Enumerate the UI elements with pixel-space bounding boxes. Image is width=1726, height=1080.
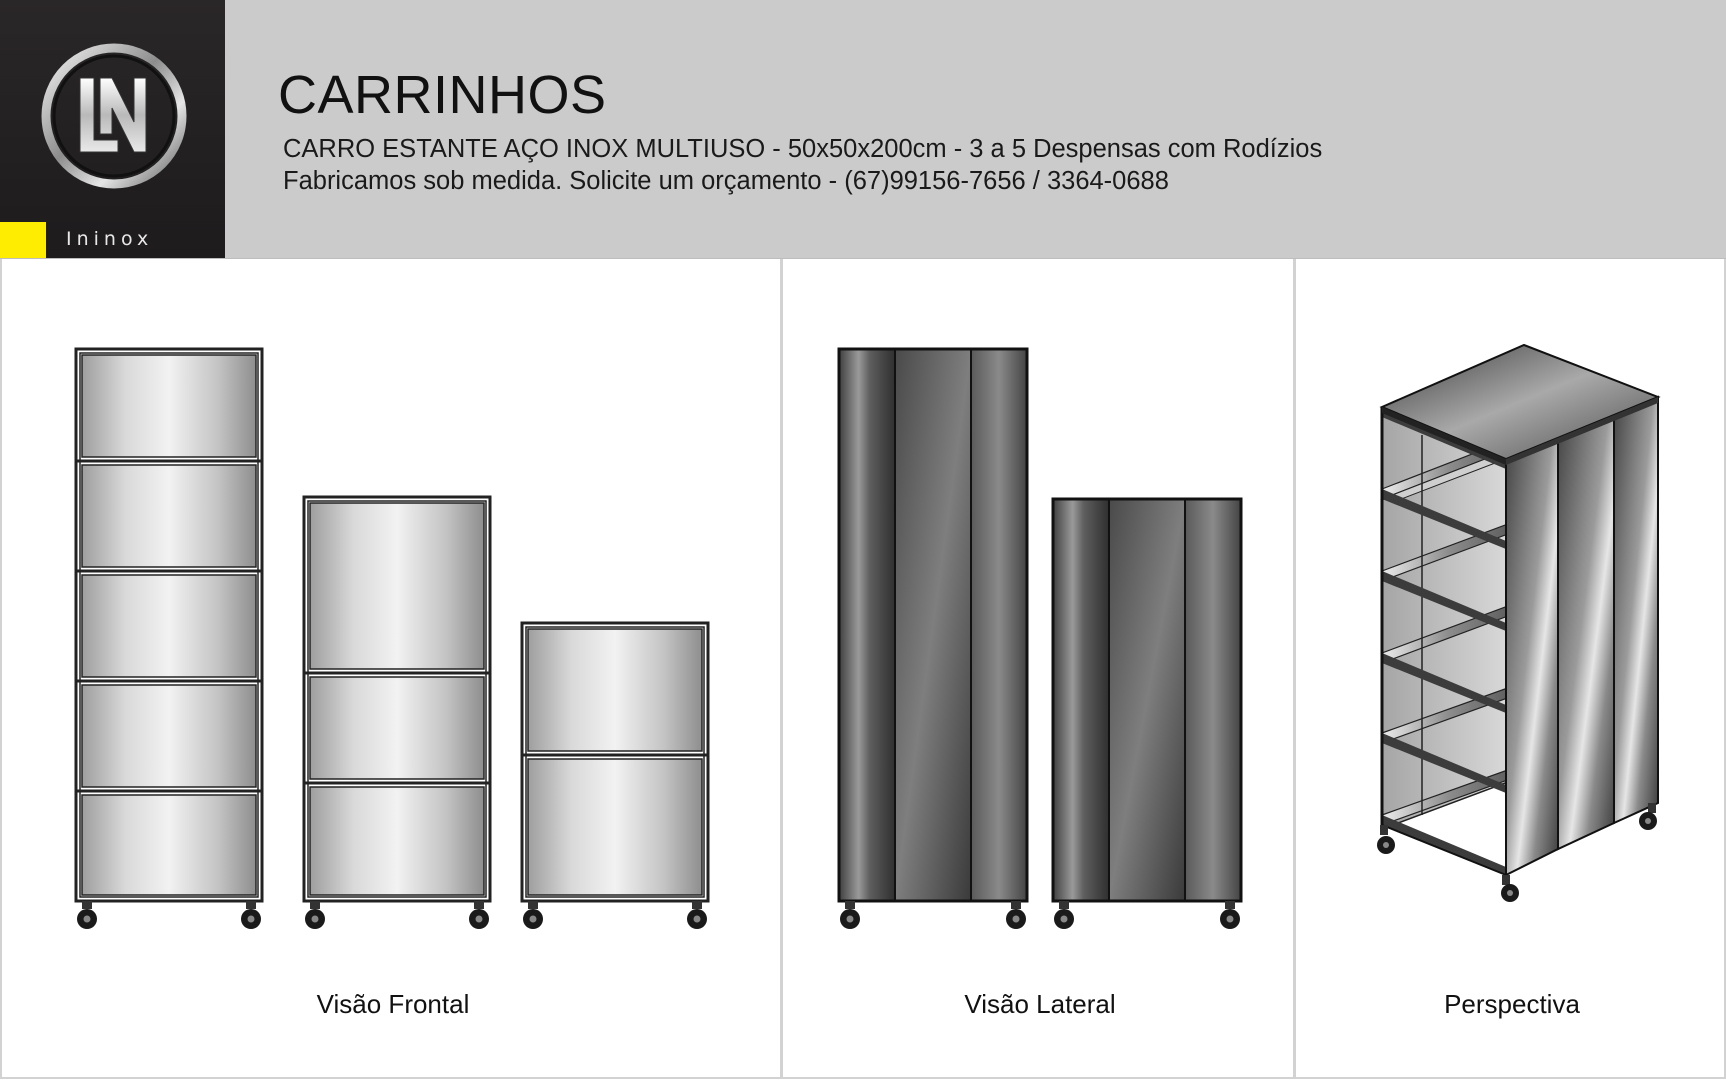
brand-name: Ininox <box>66 228 154 250</box>
front-cart-4-shelves <box>304 497 490 929</box>
caster-wheel-icon <box>1501 875 1519 902</box>
brand-accent-bar <box>0 222 46 258</box>
front-cart-5-shelves <box>76 349 262 929</box>
perspective-caption: Perspectiva <box>1444 989 1580 1019</box>
caster-wheel-icon <box>1054 901 1074 929</box>
perspective-drawing <box>1296 259 1726 1079</box>
side-view-caption: Visão Lateral <box>964 989 1116 1019</box>
caster-wheel-icon <box>687 901 707 929</box>
contact-line: Fabricamos sob medida. Solicite um orçamento - (67)99156-7656 / 3364-0688 <box>283 167 1169 195</box>
views-area <box>0 258 1726 1080</box>
front-cart-3-shelves <box>522 623 708 929</box>
front-view-drawing <box>2 259 784 1079</box>
side-view-drawing <box>783 259 1297 1079</box>
caster-wheel-icon <box>523 901 543 929</box>
caster-wheel-icon <box>1006 901 1026 929</box>
ln-ring-logo-icon <box>0 0 225 222</box>
product-description: CARRO ESTANTE AÇO INOX MULTIUSO - 50x50x200cm - 3 a 5 Despensas com Rodízios <box>283 135 1323 163</box>
page-header <box>0 0 1726 258</box>
side-cart-short <box>1053 499 1241 929</box>
page-title: CARRINHOS <box>278 65 607 125</box>
caster-wheel-icon <box>305 901 325 929</box>
perspective-side-panels <box>1506 397 1658 875</box>
caster-wheel-icon <box>1220 901 1240 929</box>
caster-wheel-icon <box>77 901 97 929</box>
front-view-panel <box>0 259 782 1079</box>
caster-wheel-icon <box>469 901 489 929</box>
caster-wheel-icon <box>241 901 261 929</box>
front-view-caption: Visão Frontal <box>316 989 470 1019</box>
caster-wheel-icon <box>840 901 860 929</box>
side-cart-tall <box>839 349 1027 929</box>
perspective-view-panel <box>1294 259 1726 1079</box>
logo-block <box>0 0 225 258</box>
side-view-panel <box>781 259 1295 1079</box>
